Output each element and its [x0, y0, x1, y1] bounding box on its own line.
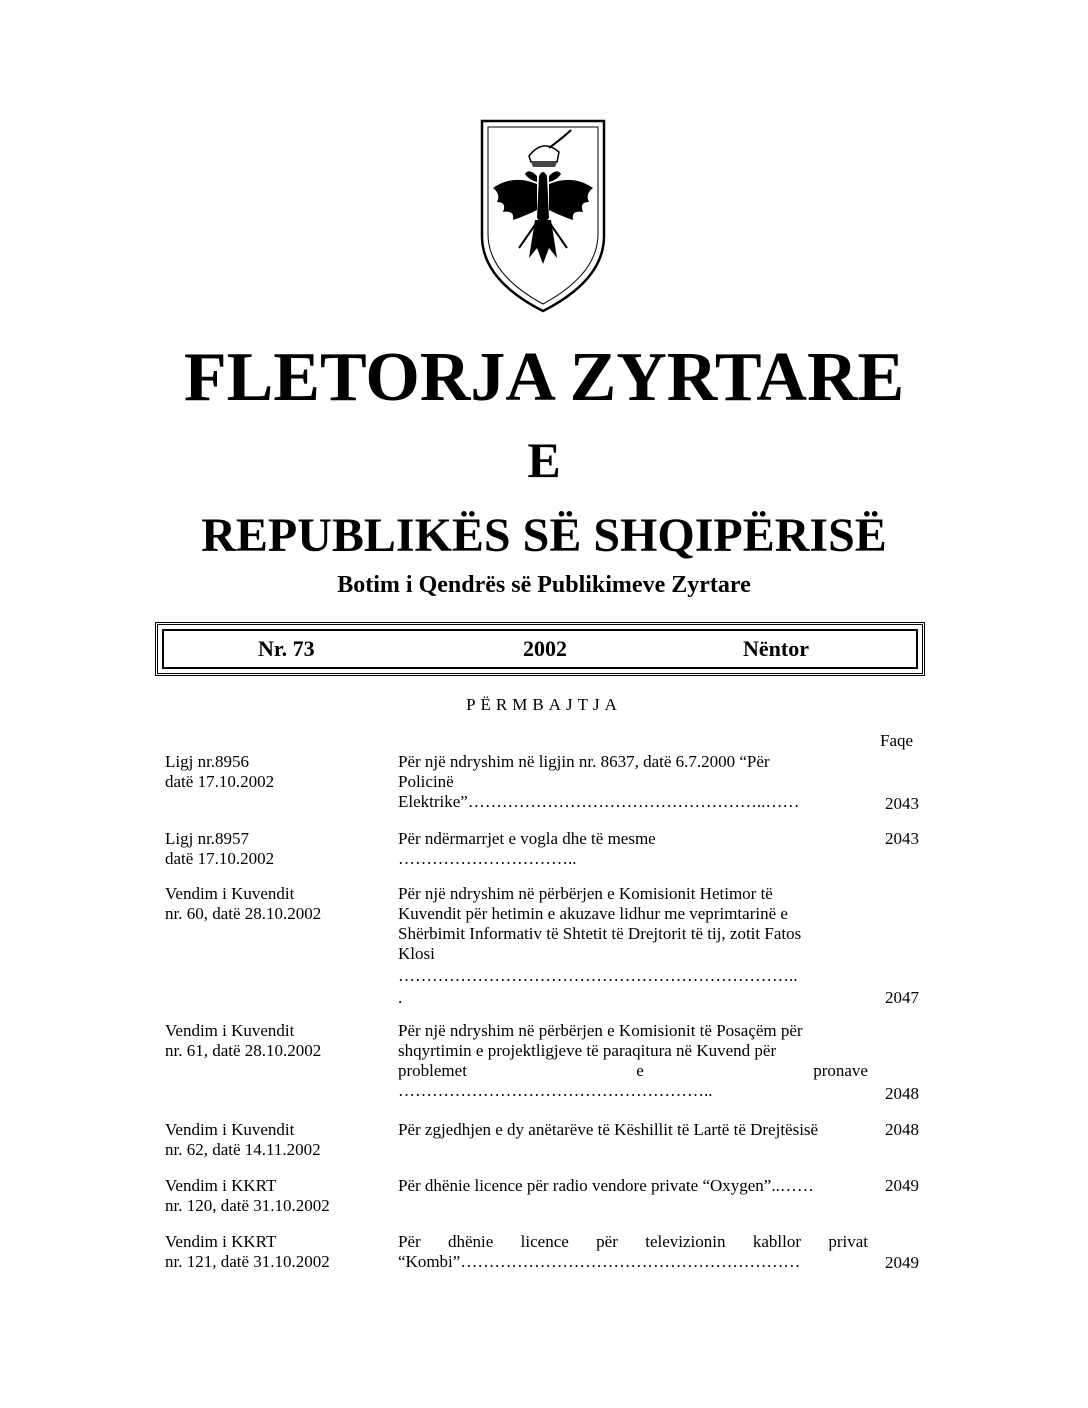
- entry-reference: Vendim i KKRT nr. 121, datë 31.10.2002: [165, 1232, 330, 1271]
- entry-description: Për dhënie licence për radio vendore private “Oxygen”..……: [398, 1176, 814, 1195]
- entry-description: Për një ndryshim në ligjin nr. 8637, datë 6.7.2000 “Për Policinë Elektrike”……………………………………………..……: [398, 752, 800, 811]
- albanian-coat-of-arms-icon: [479, 118, 607, 314]
- entry-reference: Vendim i KKRT nr. 120, datë 31.10.2002: [165, 1176, 330, 1215]
- publication-title: FLETORJA ZYRTARE: [183, 339, 905, 416]
- publisher-subtitle: Botim i Qendrës së Publikimeve Zyrtare: [337, 572, 751, 598]
- entry-description: Për një ndryshim në përbërjen e Komisionit Hetimor të Kuvendit për hetimin e akuzave lidhur me veprimtarinë e Shërbimit Informativ të Shtetit të Drejtorit të tij, zotit Fatos Klosi …………………………………………………………….. .: [398, 884, 802, 1007]
- entry-description: Për dhënie licence për televizionin kabllor privat “Kombi”……………………………………………………: [398, 1232, 868, 1271]
- entry-reference: Ligj nr.8957 datë 17.10.2002: [165, 829, 275, 868]
- contents-heading: PËRMBAJTJA: [466, 695, 622, 714]
- entry-page-number: 2047: [885, 988, 919, 1007]
- entry-page-number: 2043: [885, 829, 919, 848]
- issue-month: Nëntor: [743, 636, 809, 661]
- entry-description-line: problemet: [398, 1061, 467, 1080]
- issue-info-box: [155, 622, 925, 676]
- entry-reference: Vendim i Kuvendit nr. 60, datë 28.10.2002: [165, 884, 322, 923]
- issue-year: 2002: [523, 636, 567, 661]
- entry-page-number: 2048: [885, 1084, 919, 1103]
- page-column-label: Faqe: [880, 731, 914, 750]
- entry-page-number: 2043: [885, 794, 919, 813]
- republic-title: REPUBLIKËS SË SHQIPËRISË: [201, 509, 887, 562]
- entry-reference: Ligj nr.8956 datë 17.10.2002: [165, 752, 275, 791]
- entry-reference: Vendim i Kuvendit nr. 61, datë 28.10.2002: [165, 1021, 322, 1060]
- entry-page-number: 2049: [885, 1253, 919, 1272]
- entry-description: Për zgjedhjen e dy anëtarëve të Këshillit të Lartë të Drejtësisë: [398, 1120, 819, 1139]
- issue-number: Nr. 73: [258, 636, 315, 661]
- entry-description: Për ndërmarrjet e vogla dhe të mesme …………………………..: [398, 829, 656, 868]
- entry-page-number: 2048: [885, 1120, 919, 1139]
- entry-description: Për një ndryshim në përbërjen e Komisionit të Posaçëm për shqyrtimin e projektligjeve të paraqitura në Kuvend për problemet e pronave ………………………………………………..: [398, 1021, 868, 1100]
- entry-page-number: 2049: [885, 1176, 919, 1195]
- entry-reference: Vendim i Kuvendit nr. 62, datë 14.11.2002: [165, 1120, 321, 1159]
- title-connector: E: [527, 432, 561, 488]
